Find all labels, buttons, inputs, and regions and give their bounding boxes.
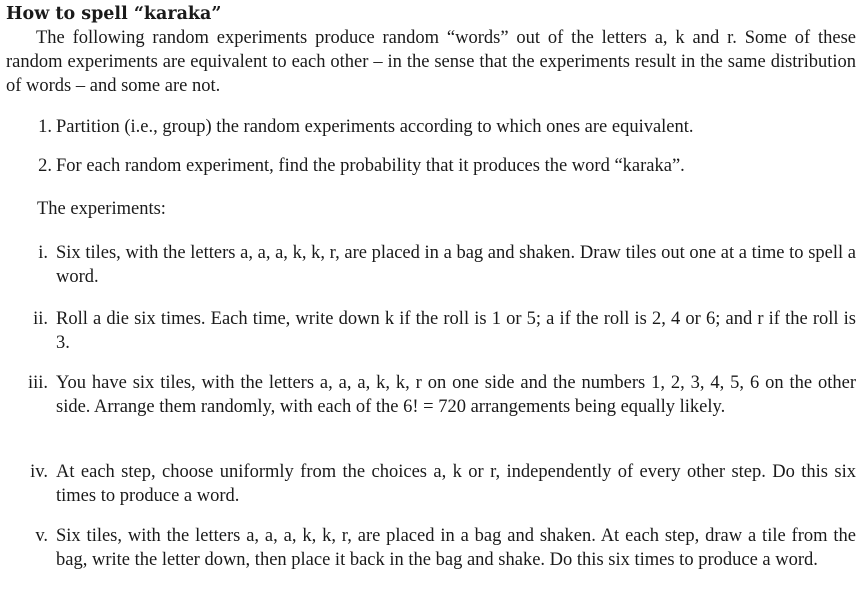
experiment-text: Roll a die six times. Each time, write down k if the roll is 1 or 5; a if the roll is 2, 4 or 6; and r if the roll is 3. — [56, 309, 856, 353]
experiment-text: Six tiles, with the letters a, a, a, k, k, r, are placed in a bag and shaken. At each step, draw a tile from the bag, write the letter down, then place it back in the bag and shake. Do this six times to produce a word. — [56, 526, 856, 570]
task-marker: 2. — [38, 156, 52, 176]
document-title: How to spell “karaka” — [6, 4, 222, 24]
experiment-text: Six tiles, with the letters a, a, a, k, k, r, are placed in a bag and shaken. Draw tiles out one at a time to spell a word. — [56, 243, 856, 287]
task-text: Partition (i.e., group) the random experiments according to which ones are equivalent. — [56, 117, 694, 137]
experiment-marker: ii. — [33, 309, 48, 329]
intro-paragraph — [6, 26, 856, 98]
experiment-marker: v. — [35, 526, 48, 546]
intro-text: The following random experiments produce random “words” out of the letters a, k and r. Some of these random experiments are equivalent to each other – in the sense that the experiments result in the same distribution of words – and some are not. — [6, 28, 856, 96]
task-text: For each random experiment, find the probability that it produces the word “karaka”. — [56, 156, 685, 176]
experiment-marker: iii. — [27, 373, 48, 393]
experiment-text: You have six tiles, with the letters a, a, a, k, k, r on one side and the numbers 1, 2, 3, 4, 5, 6 on the other side. Arrange them randomly, with each of the 6! = 720 arrangements being equally likely. — [56, 373, 856, 417]
experiments-label: The experiments: — [37, 199, 166, 219]
task-marker: 1. — [38, 117, 52, 137]
experiment-marker: iv. — [30, 462, 48, 482]
experiment-text: At each step, choose uniformly from the choices a, k or r, independently of every other step. Do this six times to produce a word. — [56, 462, 856, 506]
experiment-marker: i. — [38, 243, 48, 263]
